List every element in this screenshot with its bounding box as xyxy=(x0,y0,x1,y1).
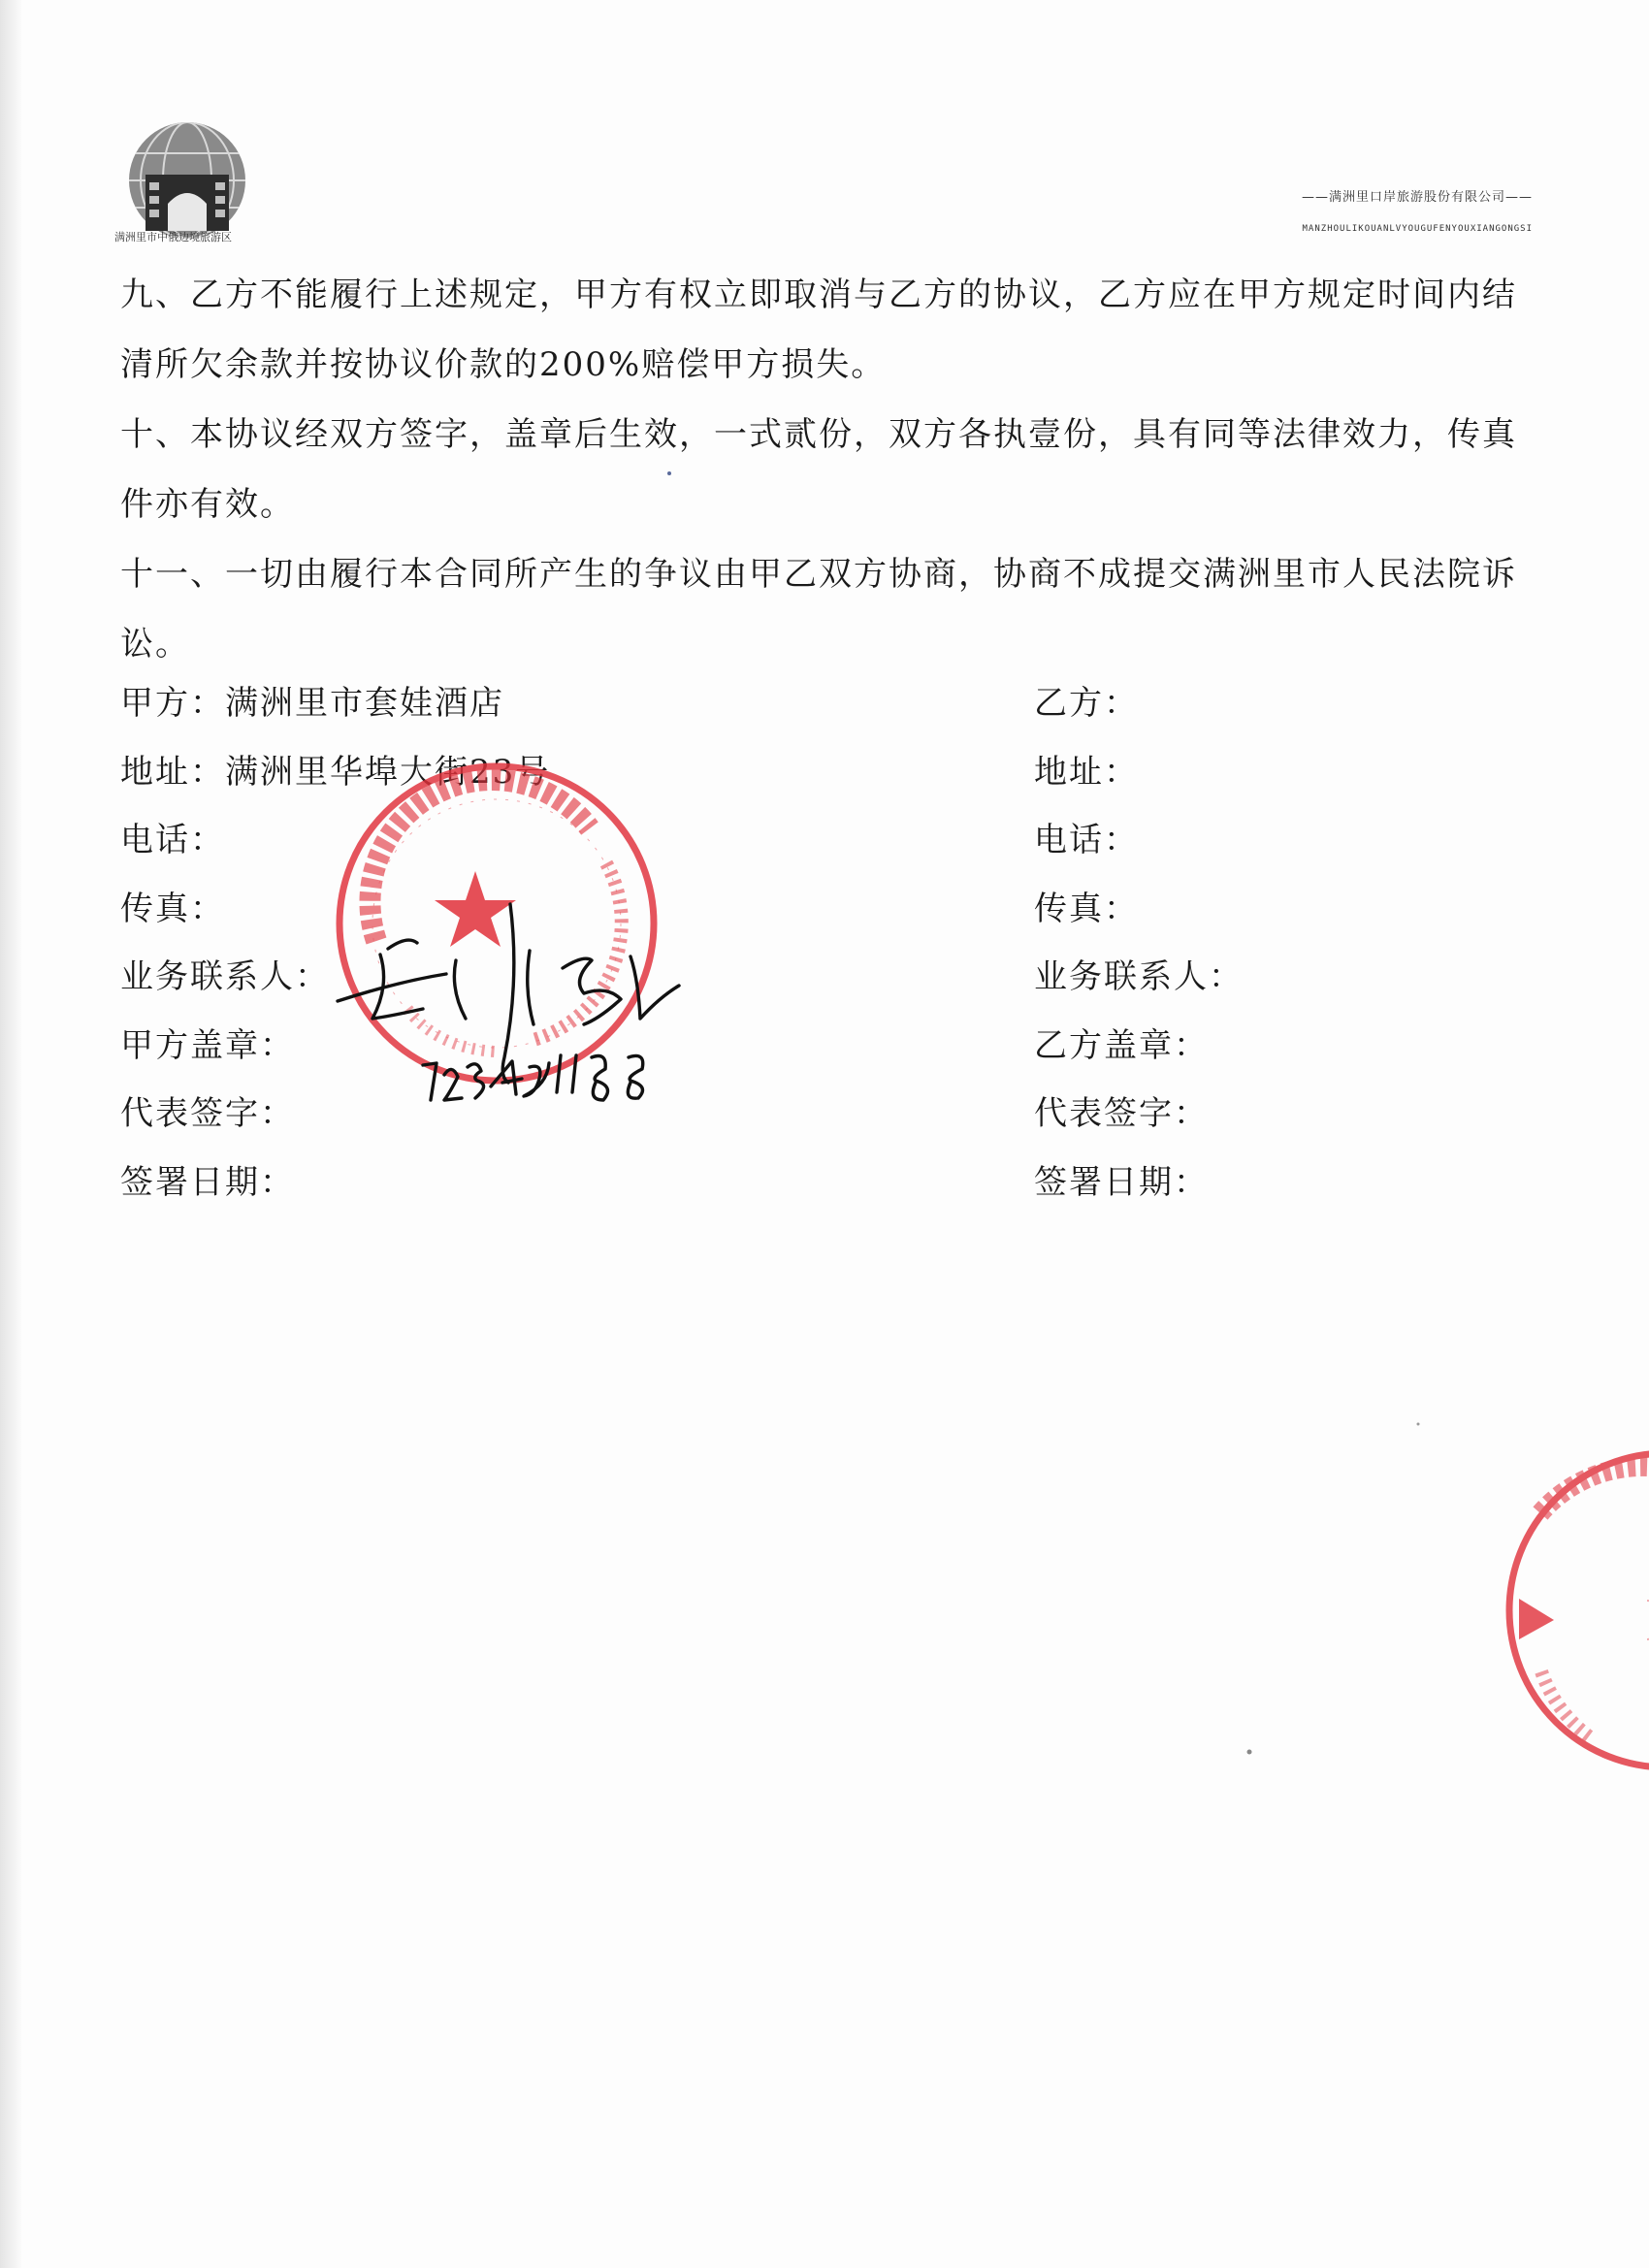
party-a-sign-date: 签署日期： xyxy=(120,1162,295,1202)
party-b-phone: 电话： xyxy=(1034,821,1139,859)
party-a-seal: 甲方盖章： xyxy=(120,1025,295,1065)
party-b-fax: 传真： xyxy=(1034,889,1139,928)
party-b-name: 乙方： xyxy=(1034,684,1139,723)
handwritten-signature-icon xyxy=(330,892,718,1145)
party-b-seal: 乙方盖章： xyxy=(1034,1025,1209,1065)
party-a-address: 地址：满洲里华埠大街23号 xyxy=(120,752,551,792)
company-name-cn: ——满洲里口岸旅游股份有限公司—— xyxy=(1301,190,1533,205)
party-b-sign-date: 签署日期： xyxy=(1034,1162,1209,1202)
party-a-contact: 业务联系人： xyxy=(120,957,330,996)
clause-9: 九、乙方不能履行上述规定，甲方有权立即取消与乙方的协议，乙方应在甲方规定时间内结清所欠余款并按协议价款的200%赔偿甲方损失。 xyxy=(120,275,1517,384)
party-a-rep-sign: 代表签字： xyxy=(120,1094,295,1133)
party-a-fax: 传真： xyxy=(120,889,225,928)
company-header xyxy=(1183,189,1533,236)
party-b-contact: 业务联系人： xyxy=(1034,957,1244,996)
scan-shadow-edge xyxy=(0,0,21,2268)
clause-11: 十一、一切由履行本合同所产生的争议由甲乙双方协商，协商不成提交满洲里市人民法院诉讼。 xyxy=(120,555,1517,664)
party-a-name: 甲方：满洲里市套娃酒店 xyxy=(120,684,504,723)
party-b-rep-sign: 代表签字： xyxy=(1034,1094,1209,1133)
logo-caption: 满洲里市中俄边境旅游区 xyxy=(114,231,232,243)
partial-seal-icon xyxy=(1502,1445,1649,1775)
company-name-en: MANZHOULIKOUANLVYOUGUFENYOUXIANGONGSI xyxy=(1302,224,1533,234)
party-b-block xyxy=(1034,669,1519,1216)
party-b-address: 地址： xyxy=(1034,752,1139,792)
party-a-phone: 电话： xyxy=(120,821,225,859)
clause-10: 十、本协议经双方签字，盖章后生效，一式贰份，双方各执壹份，具有同等法律效力，传真件亦有效。 xyxy=(120,415,1517,524)
contract-clauses xyxy=(120,260,1536,679)
